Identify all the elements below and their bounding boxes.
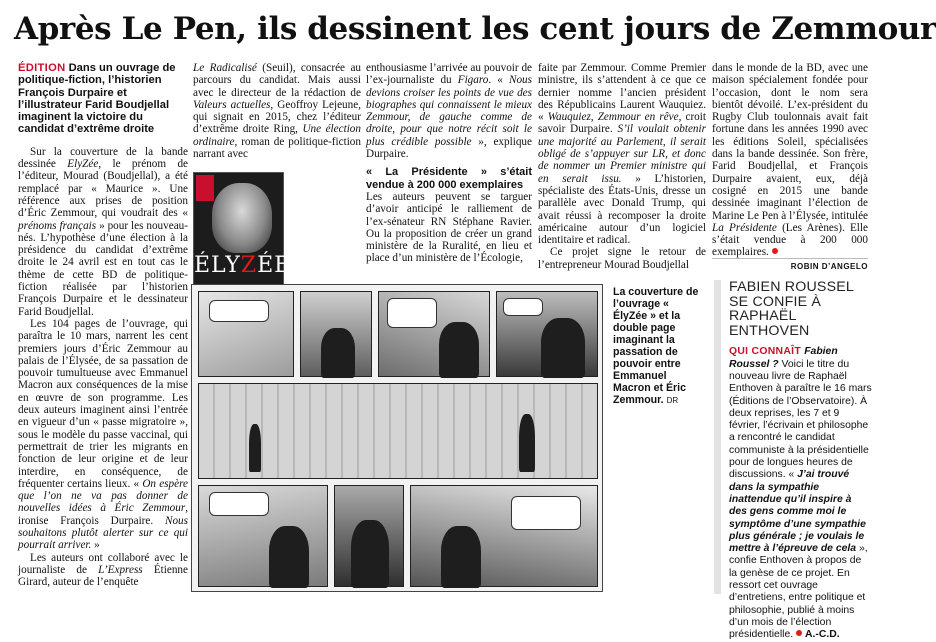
end-mark-icon [796,630,802,636]
body-paragraph-5: enthousiasme l’arrivée au pouvoir de l’ex-journaliste du Figaro. « Nous devions croiser les points de vue des biographes qui connaissent le mieux Zemmour, de gauche comme de droite, pour que notre récit soit le plus crédible possible », explique Durpaire. [366,62,533,161]
comic-panel-5 [198,383,598,479]
cover-red-flag-shape [196,175,214,201]
cover-title: ÉLYZÉE [194,253,292,278]
photo-credit: DR [666,396,679,405]
author-signature: ROBIN D’ANGELO [712,258,868,271]
cover-portrait-illustration [212,183,272,253]
comic-panel-7 [334,485,404,587]
body-paragraph-2: Les 104 pages de l’ouvrage, qui paraîtra le 10 mars, narrent les cent premiers jours d’Éric Zemmour au palais de l’Élysée, de sa passation de pouvoir tumultueuse avec Emmanuel Macron aux conséquences de la mise en œuvre de son programme. Les deux auteurs imaginent ainsi l’entrée en vigueur d’un « passe migratoire », sous le modèle du passe vaccinal, qui permettrait de trier les migrants en fonction de leur origine et de leur interdire, en conséquence, de fréquenter certains lieux. « On espère que l’on ne va pas donner de nouvelles idées à Éric Zemmour, ironise François Durpaire. Nous souhaitons plutôt alerter sur ce qui pourrait arriver. » [18,317,188,552]
article-column-1 [18,62,188,592]
end-mark-icon [772,248,778,254]
speech-bubble [503,298,543,316]
rubric-kicker: ÉDITION [18,62,66,74]
figure-silhouette [541,318,585,378]
comic-panel-6 [198,485,328,587]
comic-panel-4 [496,291,598,377]
article-column-5 [712,62,868,258]
lead-paragraph [18,62,188,136]
comic-panel-1 [198,291,294,377]
figure-silhouette [321,328,355,378]
body-paragraph-4: Le Radicalisé (Seuil), consacrée au parcours du candidat. Mais aussi avec le directeur de la rédaction de Valeurs actuelles, Geoffroy Lejeune, qui signait en 2015, chez l’éditeur d’extrême droite Ring, Une élection ordinaire, roman de politique-fiction narrant avec [193,62,362,161]
speech-bubble [387,298,437,328]
comic-panel-8 [410,485,598,587]
article-column-2 [193,62,361,174]
sidebar-box [714,279,872,641]
figure-silhouette [269,526,309,588]
figure-silhouette [441,526,481,588]
lead-text: Dans un ouvrage de politique-fiction, l’historien François Durpaire et l’illustrateur Farid Boudjellal imaginent la victoire du candidat d’extrême droite [18,62,176,136]
body-paragraph-1: Sur la couverture de la bande dessinée ElyZée, le prénom de l’éditeur, Mourad (Boudjellal), a été remplacé par « Maurice ». Une référence aux prises de position d’Éric Zemmour, qui voudrait des « prénoms français » pour les nouveau-nés. L’hypothèse d’une élection à la présidence du candidat d’extrême droite le 24 avril est en tout cas le thème de cette BD de politique-fiction réalisée par l’historien François Durpaire et le dessinateur Farid Boudjellal. [18,145,188,318]
figure-silhouette [249,424,261,472]
sidebar-signature: A.-C.D. [805,629,840,641]
speech-bubble [511,496,581,530]
image-caption: La couverture de l’ouvrage « ÉlyZée » et la double page imaginant la passation de pouvoir entre Emmanuel Macron et Éric Zemmour. DR [613,286,699,406]
subheading: « La Présidente » s’était vendue à 200 000 exemplaires [366,166,532,191]
speech-bubble [209,300,269,322]
body-paragraph-3: Les auteurs ont collaboré avec le journaliste de L’Express Étienne Girard, auteur de l’enquête [18,551,188,589]
book-cover-image [193,172,292,290]
comic-panel-3 [378,291,490,377]
speech-bubble [209,492,269,516]
figure-silhouette [439,322,479,378]
sidebar-text: QUI CONNAÎT Fabien Roussel ? Voici le titre du nouveau livre de Raphaël Enthoven à paraître le 16 mars (Éditions de l’Observatoire). À deux reprises, les 7 et 9 février, l’écrivain et philosophe a rencontré le candidat communiste à la présidentielle pour de longues heures de discussions. « J’ai trouvé dans la sympathie inattendue qu’il inspire à des gens comme moi le symptôme d’une sympathie plus générale ; je voulais le mettre à l’épreuve de cela », confie Enthoven à propos de la genèse de ce projet. En ressort cet ouvrage d’entretiens, entre politique et philosophie, publié à moins d’un mois de l’élection présidentielle. A.-C.D. [729,346,872,641]
body-paragraph-6: Les auteurs peuvent se targuer d’avoir anticipé le ralliement de l’ex-sénateur RN Stéphane Ravier. Ou la proposition de créer un grand ministère de la Ruralité, en lieu et place d’un ministère de l’Écologie, [366,190,532,265]
headline: Après Le Pen, ils dessinent les cent jours de Zemmour [14,11,936,47]
body-paragraph-7: faite par Zemmour. Comme Premier ministre, ils s’attendent à ce que ce dernier nomme l’ancien président des Républicains Laurent Wauquiez. « Wauquiez, Zemmour en rêve, croit savoir Durpaire. S’il voulait obtenir une majorité au Parlement, il serait obligé de s’appuyer sur LR, et donc de nommer un Premier ministre qui en serait issu. » L’historien, spécialiste des États-Unis, dresse un parallèle avec Donald Trump, qui avait réussi à recomposer la droite américaine autour d’un logiciel identitaire et radical. [538,62,707,247]
body-paragraph-8: Ce projet signe le retour de l’entrepreneur Mourad Boudjellal [538,246,706,271]
sidebar-title: FABIEN ROUSSEL SE CONFIE À RAPHAËL ENTHOVEN [729,279,854,339]
article-column-3 [366,62,532,280]
comic-panel-2 [300,291,372,377]
figure-silhouette [351,520,389,588]
comic-spread-image [191,284,603,592]
figure-silhouette [519,414,535,472]
body-paragraph-9: dans le monde de la BD, avec une maison spécialement fondée pour l’occasion, dont le nom sera bientôt dévoilé. L’ex-président du Rugby Club toulonnais avait fait fortune dans les années 1990 avec les éditions Soleil, spécialisées dans la bande dessinée. Son frère, Farid Boudjellal, et François Durpaire avaient, eux, déjà cosigné en 2015 une bande dessinée imaginant l’élection de Marine Le Pen à l’Élysée, intitulée La Présidente (Les Arènes). Elle s’était vendue à 200 000 exemplaires. [712,62,868,259]
article-column-4 [538,62,706,280]
